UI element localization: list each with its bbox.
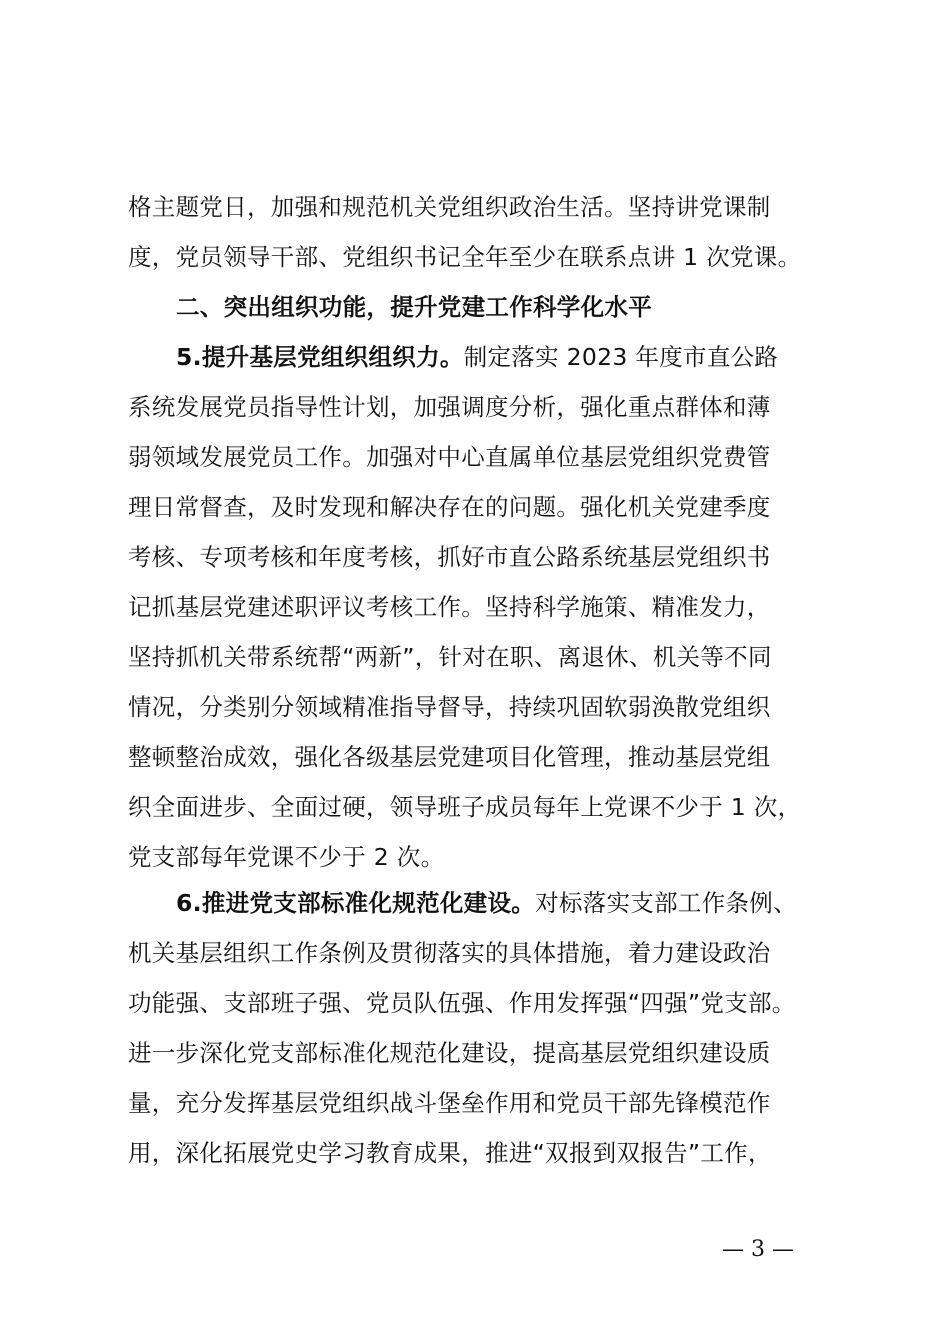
- body-text-line: 机关基层组织工作条例及贯彻落实的具体措施，着力建设政治: [128, 939, 771, 967]
- paragraph-text: 制定落实 2023 年度市直公路: [463, 343, 779, 371]
- body-text-line: 织全面进步、全面过硬，领导班子成员每年上党课不少于 1 次，: [128, 793, 802, 821]
- body-text-line: 理日常督查，及时发现和解决存在的问题。强化机关党建季度: [128, 493, 771, 521]
- body-text-line: 格主题党日，加强和规范机关党组织政治生活。坚持讲党课制: [128, 193, 771, 221]
- item-heading: 5.提升基层党组织组织力。: [176, 343, 464, 371]
- paragraph-line: [176, 342, 778, 372]
- body-text-line: 功能强、支部班子强、党员队伍强、作用发挥强“四强”党支部。: [128, 989, 796, 1017]
- paragraph-line: [176, 888, 797, 918]
- body-text-line: 考核、专项考核和年度考核，抓好市直公路系统基层党组织书: [128, 543, 771, 571]
- paragraph-text: 对标落实支部工作条例、: [535, 889, 797, 917]
- body-text-line: 度，党员领导干部、党组织书记全年至少在联系点讲 1 次党课。: [128, 243, 802, 271]
- body-text-line: 系统发展党员指导性计划，加强调度分析，强化重点群体和薄: [128, 393, 771, 421]
- body-text-line: 进一步深化党支部标准化规范化建设，提高基层党组织建设质: [128, 1039, 771, 1067]
- section-heading: 二、突出组织功能，提升党建工作科学化水平: [176, 293, 652, 321]
- body-text-line: 整顿整治成效，强化各级基层党建项目化管理，推动基层党组: [128, 743, 771, 771]
- body-text-line: 量，充分发挥基层党组织战斗堡垒作用和党员干部先锋模范作: [128, 1089, 771, 1117]
- body-text-line: 弱领域发展党员工作。加强对中心直属单位基层党组织党费管: [128, 443, 771, 471]
- item-heading: 6.推进党支部标准化规范化建设。: [176, 889, 536, 917]
- body-text-line: 党支部每年党课不少于 2 次。: [128, 843, 445, 871]
- body-text-line: 记抓基层党建述职评议考核工作。坚持科学施策、精准发力，: [128, 593, 771, 621]
- body-text-line: 情况，分类别分领域精准指导督导，持续巩固软弱涣散党组织: [128, 693, 771, 721]
- page-number: — 3 —: [722, 1237, 794, 1262]
- body-text-line: 用，深化拓展党史学习教育成果，推进“双报到双报告”工作，: [128, 1139, 772, 1167]
- body-text-line: 坚持抓机关带系统帮“两新”，针对在职、离退休、机关等不同: [128, 643, 772, 671]
